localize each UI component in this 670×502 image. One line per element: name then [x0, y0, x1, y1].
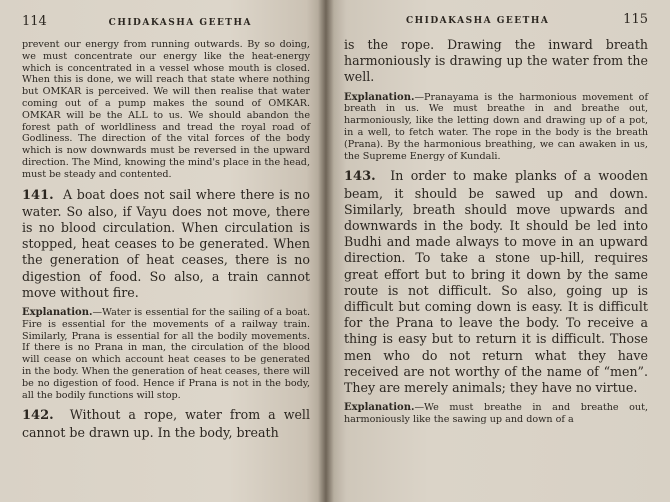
sutra-number: 143. [344, 169, 376, 185]
page-number: 114 [22, 14, 47, 29]
running-title: CHIDAKASHA GEETHA [406, 16, 550, 26]
page-number: 115 [623, 12, 648, 27]
continuation-paragraph: prevent our energy from running outwards. By so doing, we must concentrate our energy like the heat-energy which is concentrated in a vessel whose mouth is closed. When this is done, we will reach that state where nothing but OMKAR is perceived. We will then realise that water coming out of a pump makes the sound of OMKAR. OMKAR will be the ALL to us. We should abandon the forest path of worldliness and tread the royal road of Godliness. The direction of the vital forces of the body which is now downwards must be reversed in the upward direction. The Mind, knowing the mind's place in the head, must be steady and contented. [22, 39, 310, 180]
explanation-141 [22, 307, 310, 401]
sutra-number: 142. [22, 408, 54, 424]
explanation-text: —Water is essential for the sailing of a boat. Fire is essential for the movements of a railway train. Similarly, Prana is essential for all the bodily movements. If there is no Prana in man, the circulation of the blood will cease on which account heat ceases to be generated in the body. When the generation of heat ceases, there will be no digestion of food. Hence if Prana is not in the body, all the bodily functions will stop. [22, 306, 310, 401]
sutra-143 [344, 168, 648, 396]
sutra-text: Without a rope, water from a well cannot be drawn up. In the body, breath [22, 407, 310, 440]
explanation-label: Explanation. [22, 306, 93, 318]
right-page [326, 0, 670, 502]
sutra-142 [22, 407, 310, 440]
sutra-number: 141. [22, 187, 54, 203]
explanation-text: —We must breathe in and breathe out, harmoniously like the sawing up and down of a [344, 402, 648, 426]
running-title: CHIDAKASHA GEETHA [108, 18, 252, 28]
continuation-paragraph: is the rope. Drawing the inward breath harmoniously is drawing up the water from the well. [344, 37, 648, 85]
sutra-141 [22, 187, 310, 301]
left-page-header [22, 14, 310, 29]
book-gutter [318, 0, 334, 502]
left-page [0, 0, 326, 502]
sutra-text: In order to make planks of a wooden beam, it should be sawed up and down. Similarly, breath should move upwards and downwards in the body. It should be led into Budhi and made always to move in an upward direction. To take a stone up-hill, requires great effort but to bring it down by the same route is not difficult. So also, going up is difficult but coming down is easy. It is difficult for the Prana to leave the body. To receive a thing is easy but to return it is difficult. Those men who do not return what they have received are not worthy of the name of “men”. They are merely animals; they have no virtue. [344, 168, 648, 396]
explanation-label: Explanation. [344, 91, 415, 103]
explanation-label: Explanation. [344, 402, 415, 414]
explanation-142 [344, 92, 648, 163]
right-page-header [344, 12, 648, 27]
explanation-text: —Pranayama is the harmonious movement of breath in us. We must breathe in and breathe out, harmoniously, like the letting down and drawing up of a pot, in a well, to fetch water. The rope in the body is the breath (Prana). By the harmonious breathing, we can awaken in us, the Supreme Energy of Kundali. [344, 91, 648, 162]
sutra-text: A boat does not sail where there is no water. So also, if Vayu does not move, there is no blood circulation. When circulation is stopped, heat ceases to be generated. When the generation of heat ceases, there is no digestion of food. So also, a train cannot move without fire. [22, 186, 310, 300]
explanation-143 [344, 402, 648, 426]
